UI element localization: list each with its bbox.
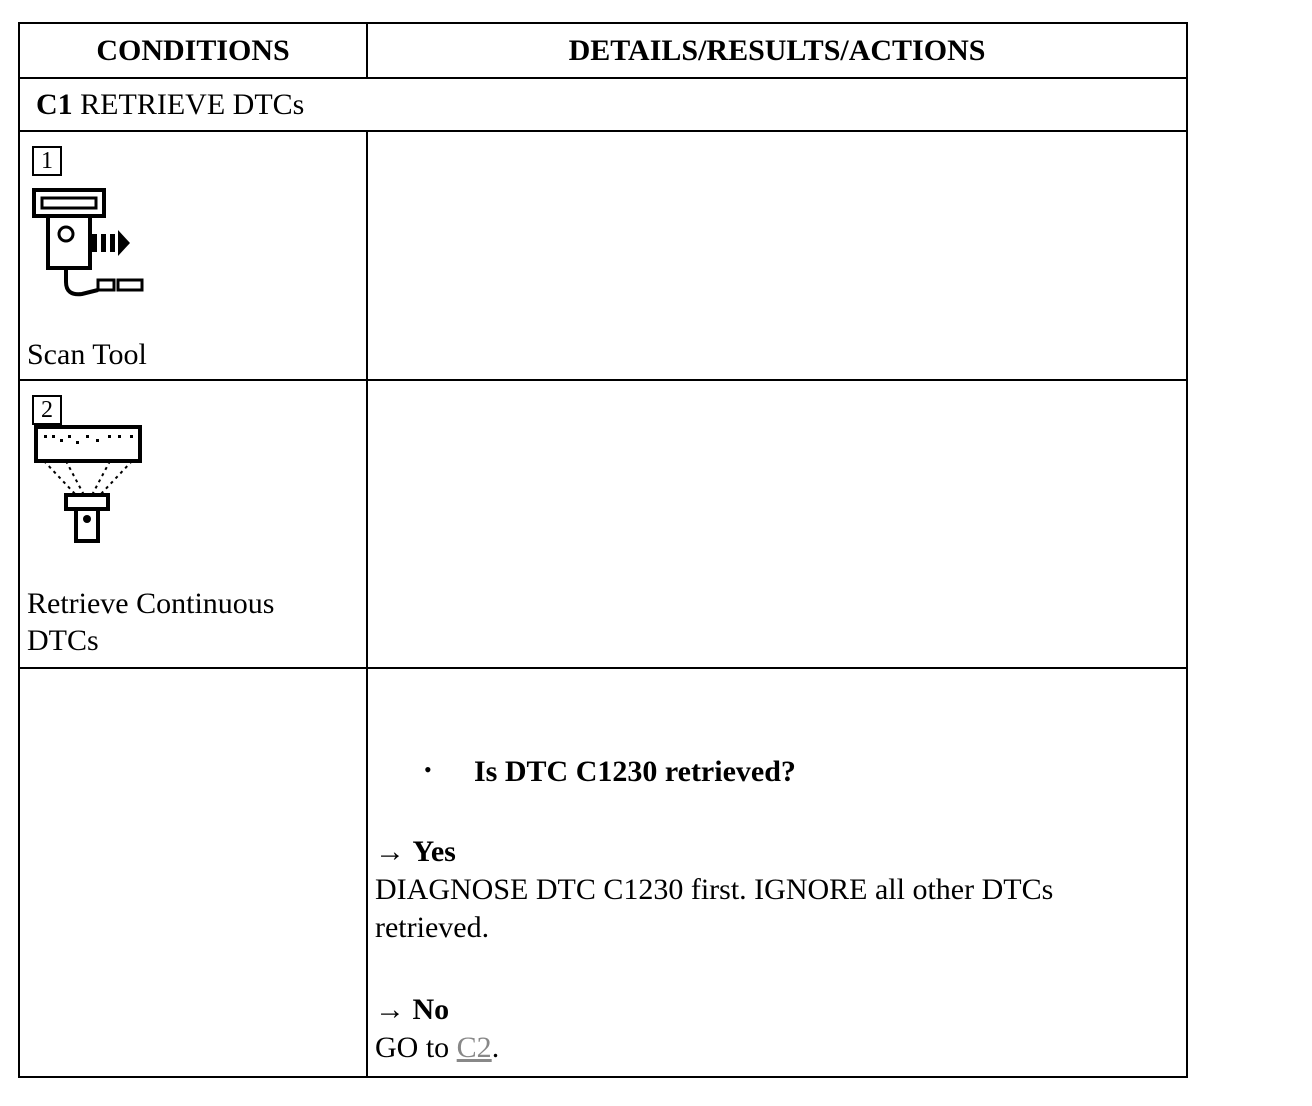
yes-arrow-icon: →	[375, 835, 405, 868]
step-title: RETRIEVE DTCs	[80, 87, 305, 121]
step-number-2: 2	[32, 395, 62, 425]
yes-action-line2: retrieved.	[375, 911, 490, 944]
condition-label-2-line2: DTCs	[27, 624, 99, 657]
yes-label: Yes	[412, 835, 456, 868]
details-cell-1	[367, 131, 1187, 380]
condition-label-1: Scan Tool	[27, 338, 147, 371]
no-action-suffix: .	[491, 1031, 500, 1064]
no-action-prefix: GO to	[375, 1031, 457, 1064]
step-code: C1	[36, 87, 73, 121]
no-arrow-icon: →	[375, 993, 405, 1026]
step-number-1: 1	[32, 146, 62, 176]
scan-tool-icon	[26, 188, 156, 300]
details-header: DETAILS/RESULTS/ACTIONS	[367, 23, 1187, 78]
diagnostic-table	[18, 22, 1188, 1078]
condition-cell-1	[19, 131, 367, 380]
conditions-header: CONDITIONS	[19, 23, 367, 78]
details-cell-2	[367, 380, 1187, 668]
no-label: No	[412, 993, 450, 1026]
yes-answer	[375, 833, 1053, 947]
question-bullet: •	[424, 757, 432, 782]
scan-tool-display-icon	[26, 425, 156, 549]
no-answer	[375, 991, 499, 1067]
condition-cell-2	[19, 380, 367, 668]
no-action	[375, 1029, 499, 1067]
condition-label-2	[27, 585, 274, 659]
condition-cell-3	[19, 668, 367, 1077]
condition-label-2-line1: Retrieve Continuous	[27, 587, 275, 620]
step-title-row	[19, 78, 1187, 131]
question-text: Is DTC C1230 retrieved?	[474, 755, 796, 788]
yes-action-line1: DIAGNOSE DTC C1230 first. IGNORE all other DTCs	[375, 873, 1054, 906]
c2-link[interactable]: C2	[456, 1031, 492, 1064]
details-cell-3	[367, 668, 1187, 1077]
